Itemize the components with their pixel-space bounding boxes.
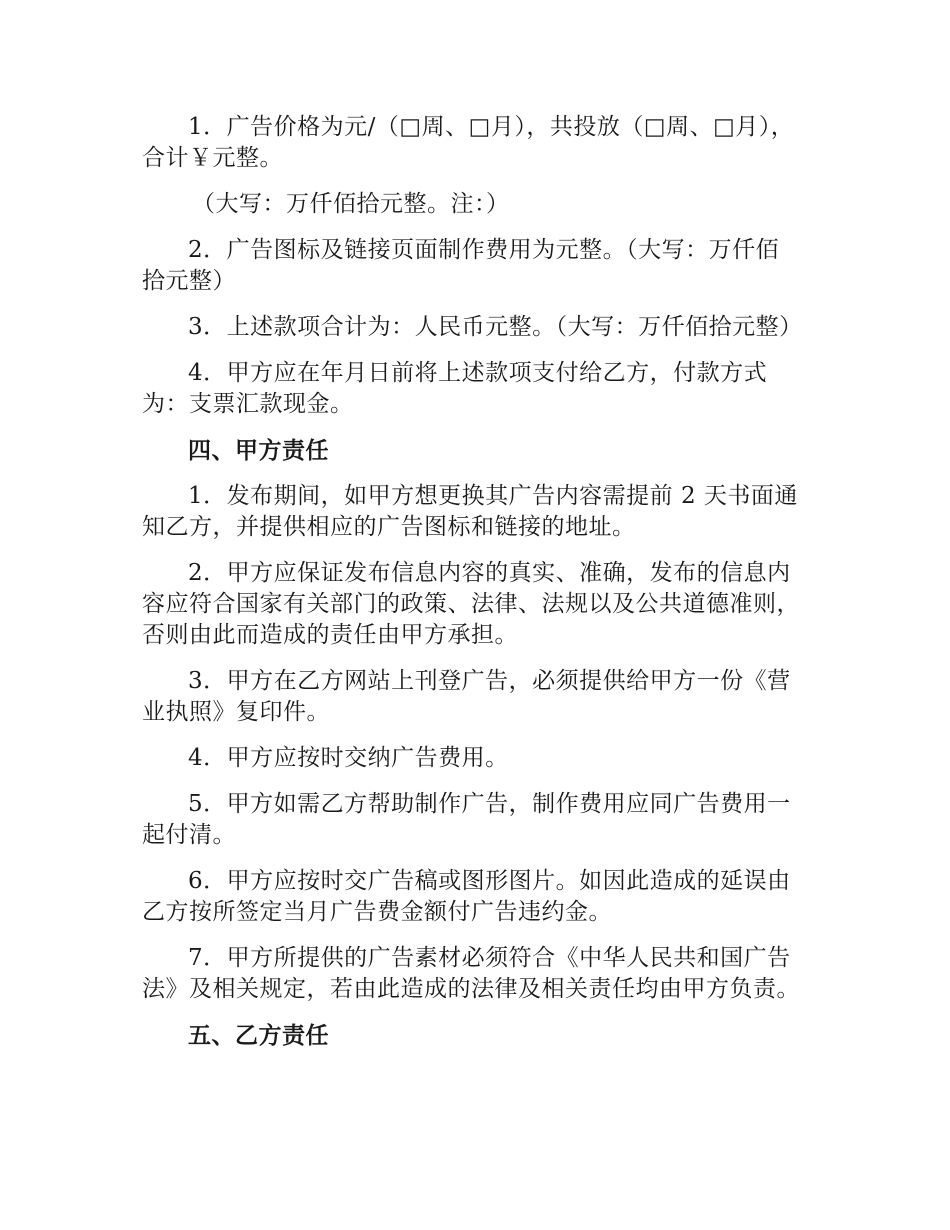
payment-clause-3: 3．上述款项合计为：人民币元整。（大写：万仟佰拾元整）	[188, 314, 803, 340]
party-a-clause-3: 3．甲方在乙方网站上刊登广告，必须提供给甲方一份《营业执照》复印件。	[142, 668, 791, 725]
party-a-clause-4: 4．甲方应按时交纳广告费用。	[188, 745, 509, 771]
party-a-clause-5: 5．甲方如需乙方帮助制作广告，制作费用应同广告费用一起付清。	[142, 791, 791, 848]
section-heading-party-b-duties: 五、乙方责任	[188, 1022, 329, 1049]
payment-clause-1: 1．广告价格为元/（□周、□月），共投放（□周、□月），合计￥元整。	[142, 114, 795, 171]
section-heading-party-a-duties: 四、甲方责任	[188, 437, 329, 464]
payment-clause-1-capital-note: （大写：万仟佰拾元整。注：）	[192, 191, 510, 217]
party-a-clause-2: 2．甲方应保证发布信息内容的真实、准确，发布的信息内容应符合国家有关部门的政策、法律、法规以及公共道德准则，否则由此而造成的责任由甲方承担。	[142, 560, 800, 648]
party-a-clause-6: 6．甲方应按时交广告稿或图形图片。如因此造成的延误由乙方按所签定当月广告费金额付广告违约金。	[142, 868, 791, 925]
payment-clause-4: 4．甲方应在年月日前将上述款项支付给乙方，付款方式为：支票汇款现金。	[142, 360, 768, 417]
party-a-clause-7: 7．甲方所提供的广告素材必须符合《中华人民共和国广告法》及相关规定，若由此造成的法律及相关责任均由甲方负责。	[142, 945, 800, 1002]
payment-clause-2: 2．广告图标及链接页面制作费用为元整。（大写：万仟佰拾元整）	[142, 237, 780, 294]
document-page	[142, 112, 802, 1066]
party-a-clause-1: 1．发布期间，如甲方想更换其广告内容需提前 2 天书面通知乙方，并提供相应的广告图标和链接的地址。	[142, 483, 798, 540]
